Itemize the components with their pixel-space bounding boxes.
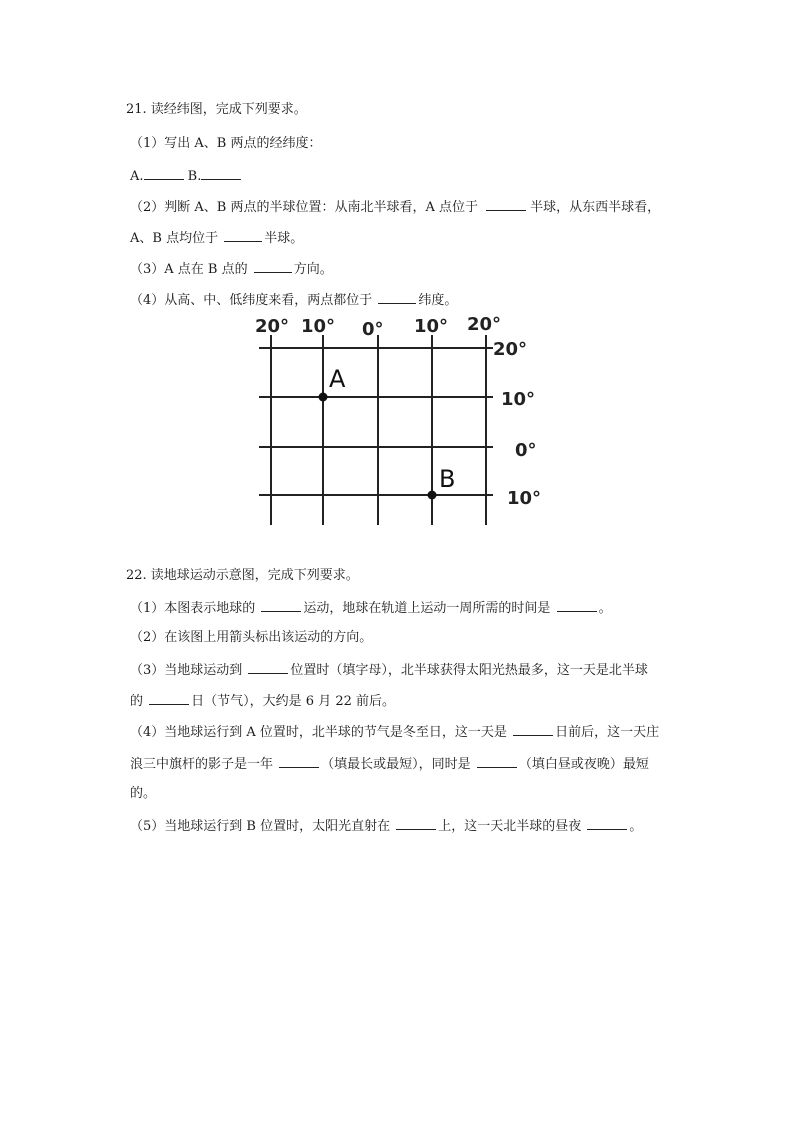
q22-p3-text2: 位置时（填字母），北半球获得太阳光热最多，这一天是北半球 bbox=[290, 663, 648, 678]
q22-title: 22. 读地球运动示意图，完成下列要求。 bbox=[126, 568, 359, 583]
q21-part2b bbox=[130, 229, 303, 247]
lon-label-20e: 20° bbox=[467, 314, 502, 335]
q22-p3-text1: （3）当地球运动到 bbox=[130, 663, 243, 678]
q22-p4-text2: 日前后，这一天庄 bbox=[555, 725, 660, 740]
q22-part4b bbox=[130, 755, 649, 773]
q22-p1-text2: 运动，地球在轨道上运动一周所需的时间是 bbox=[303, 601, 551, 616]
q22-p1-text3: 。 bbox=[598, 601, 612, 616]
lon-label-20w: 20° bbox=[255, 316, 290, 337]
lat-label-0: 0° bbox=[515, 440, 537, 461]
blank-solar-term[interactable] bbox=[149, 692, 189, 705]
q21-p2-text2: 半球，从东西半球看， bbox=[530, 200, 661, 215]
blank-ns-hemisphere[interactable] bbox=[486, 198, 526, 211]
q21-answer-line bbox=[130, 167, 241, 185]
q22-part4c: 的。 bbox=[130, 786, 157, 801]
point-b-label: B bbox=[439, 465, 456, 493]
q22-p5-text1: （5）当地球运行到 B 位置时，太阳光直射在 bbox=[130, 819, 391, 834]
q22-part1 bbox=[130, 599, 612, 617]
q22-p3-text3: 的 bbox=[130, 694, 144, 709]
lon-label-10e: 10° bbox=[414, 316, 449, 337]
q22-p1-text1: （1）本图表示地球的 bbox=[130, 601, 256, 616]
q21-part4 bbox=[130, 291, 457, 309]
q22-p5-text3: 。 bbox=[629, 819, 643, 834]
q21-p2-text3: A、B 点均位于 bbox=[130, 231, 219, 246]
q21-title: 21. 读经纬图，完成下列要求。 bbox=[126, 102, 307, 117]
q22-p4-text5: （填白昼或夜晚）最短 bbox=[518, 757, 649, 772]
label-a: A. bbox=[130, 169, 144, 184]
blank-a[interactable] bbox=[144, 167, 184, 180]
q22-part3a bbox=[130, 661, 648, 679]
blank-latitude-zone[interactable] bbox=[378, 291, 416, 304]
q21-p4-text2: 纬度。 bbox=[418, 293, 458, 308]
q22-p4-text1: （4）当地球运行到 A 位置时，北半球的节气是冬至日，这一天是 bbox=[130, 725, 507, 740]
blank-day-night[interactable] bbox=[477, 755, 517, 768]
lat-lon-grid-figure bbox=[255, 313, 555, 528]
lat-label-10s: 10° bbox=[507, 488, 542, 509]
q21-part1: （1）写出 A、B 两点的经纬度： bbox=[130, 136, 322, 151]
q22-p4-text4: （填最长或最短），同时是 bbox=[321, 757, 471, 772]
q22-part3b bbox=[130, 692, 395, 710]
q22-part2: （2）在该图上用箭头标出该运动的方向。 bbox=[130, 630, 373, 645]
q22-part5 bbox=[130, 817, 642, 835]
blank-position-letter[interactable] bbox=[248, 661, 288, 674]
label-b: B. bbox=[187, 169, 202, 184]
blank-period[interactable] bbox=[557, 599, 597, 612]
blank-ew-hemisphere[interactable] bbox=[224, 229, 262, 242]
blank-direction[interactable] bbox=[254, 260, 292, 273]
blank-b[interactable] bbox=[201, 167, 241, 180]
blank-motion-type[interactable] bbox=[261, 599, 301, 612]
q21-p4-text1: （4）从高、中、低纬度来看，两点都位于 bbox=[130, 293, 373, 308]
blank-day-night-length[interactable] bbox=[587, 817, 627, 830]
point-a-dot bbox=[319, 393, 328, 402]
q21-part2a bbox=[130, 198, 660, 216]
point-b-dot bbox=[428, 491, 437, 500]
q21-p3-text2: 方向。 bbox=[293, 262, 333, 277]
lat-label-20n: 20° bbox=[493, 339, 528, 360]
q22-p3-text4: 日（节气），大约是 6 月 22 前后。 bbox=[191, 694, 395, 709]
q21-p2-text1: （2）判断 A、B 两点的半球位置：从南北半球看，A 点位于 bbox=[130, 200, 478, 215]
blank-date[interactable] bbox=[513, 723, 553, 736]
q21-p3-text1: （3）A 点在 B 点的 bbox=[130, 262, 248, 277]
q22-p5-text2: 上，这一天北半球的昼夜 bbox=[438, 819, 582, 834]
lon-label-10w: 10° bbox=[301, 316, 336, 337]
lat-label-10n: 10° bbox=[501, 389, 536, 410]
lon-label-0: 0° bbox=[362, 319, 384, 340]
q21-p2-text4: 半球。 bbox=[264, 231, 304, 246]
q21-part3 bbox=[130, 260, 333, 278]
blank-direct-sunlight[interactable] bbox=[396, 817, 436, 830]
point-a-label: A bbox=[329, 365, 346, 393]
blank-shadow-length[interactable] bbox=[279, 755, 319, 768]
q22-part4a bbox=[130, 723, 659, 741]
q22-p4-text3: 浪三中旗杆的影子是一年 bbox=[130, 757, 274, 772]
